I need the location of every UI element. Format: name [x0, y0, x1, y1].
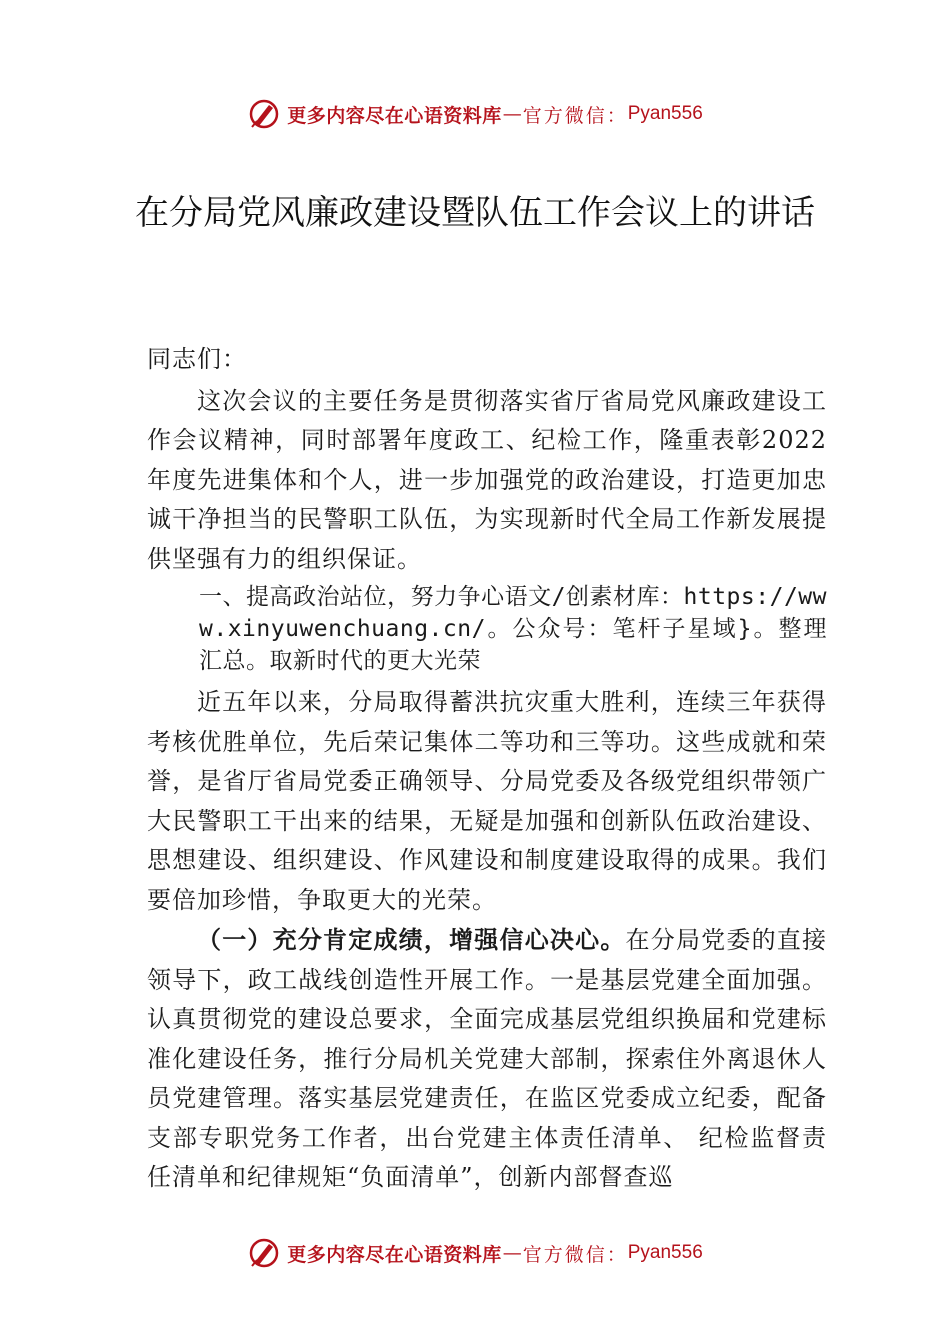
salutation: 同志们： [147, 345, 247, 373]
document-title: 在分局党风廉政建设暨队伍工作会议上的讲话 [135, 193, 815, 233]
banner-dash: — [502, 103, 522, 125]
paragraph-1: 这次会议的主要任务是贯彻落实省厅省局党风廉政建设工作会议精神，同时部署年度政工、纪检工作，隆重表彰2022年度先进集体和个人，进一步加强党的政治建设，打造更加忠诚干净担当的民警职工队伍，为实现新时代全局工作新发展提供坚强有力的组织保证。 [147, 386, 827, 573]
banner-dash: — [502, 1242, 522, 1264]
document-body [147, 340, 827, 1198]
header-banner [0, 92, 950, 136]
brand-name: 更多内容尽在心语资料库 [287, 104, 502, 127]
wechat-id: Pyan556 [627, 103, 703, 124]
brand-logo-icon [247, 1236, 281, 1270]
subheading-1: （一）充分肯定成绩，增强信心决心。 [197, 925, 626, 954]
wechat-label: 官方微信： [522, 1243, 628, 1266]
brand-logo-icon [247, 97, 281, 131]
paragraph-3-text: 在分局党委的直接领导下，政工战线创造性开展工作。一是基层党建全面加强。认真贯彻党的建设总要求，全面完成基层党组织换届和党建标准化建设任务，推行分局机关党建大部制，探索住外离退休人员党建管理。落实基层党建责任，在监区党委成立纪委，配备支部专职党务工作者，出台党建主体责任清单、 纪检监督责任清单和纪律规矩“负面清单”，创新内部督查巡 [147, 926, 828, 1191]
wechat-label: 官方微信： [522, 104, 628, 127]
section-heading-1: 一、提高政治站位，努力争心语文/创素材库：https://www.xinyuwenchuang.cn/。公众号：笔杆子星域}。整理汇总。取新时代的更大光荣 [199, 584, 827, 674]
paragraph-2: 近五年以来，分局取得蓄洪抗灾重大胜利，连续三年获得考核优胜单位，先后荣记集体二等功和三等功。这些成就和荣誉，是省厅省局党委正确领导、分局党委及各级党组织带领广大民警职工干出来的结果，无疑是加强和创新队伍政治建设、思想建设、组织建设、作风建设和制度建设取得的成果。我们要倍加珍惜，争取更大的光荣。 [147, 688, 827, 914]
paragraph-3 [147, 920, 827, 1198]
brand-name: 更多内容尽在心语资料库 [287, 1243, 502, 1266]
wechat-id: Pyan556 [627, 1242, 703, 1263]
footer-banner [0, 1231, 950, 1275]
